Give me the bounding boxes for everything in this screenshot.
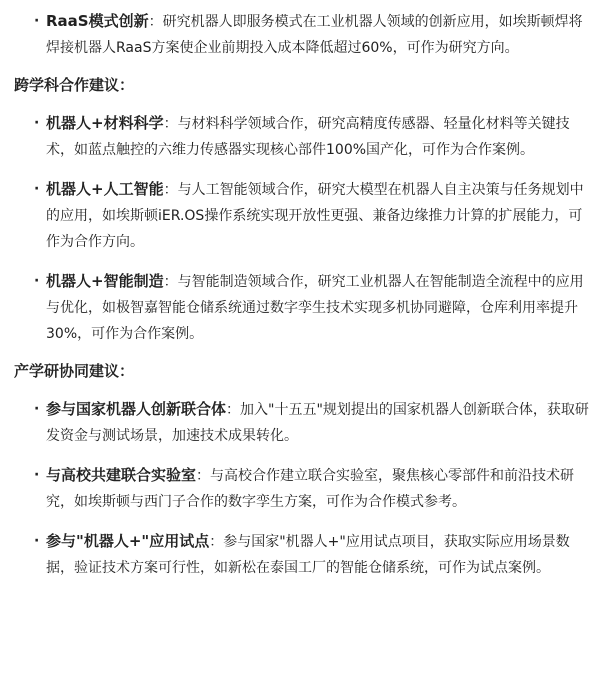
item-term: 与高校共建联合实验室: [46, 466, 197, 484]
list-item-paragraph: [34, 268, 592, 347]
bullet-dot: ·: [34, 467, 40, 483]
item-text: ：与材料科学领域合作，研究高精度传感器、轻量化材料等关键技术，如蓝点触控的六维力传感器实现核心部件100%国产化，可作为合作案例。: [46, 116, 570, 158]
item-text: ：研究机器人即服务模式在工业机器人领域的创新应用，如埃斯顿焊将焊接机器人RaaS方案使企业前期投入成本降低超过60%，可作为研究方向。: [46, 14, 583, 56]
item-term: 机器人+智能制造: [46, 272, 164, 290]
section-title-industry-academia: 产学研协同建议：: [14, 362, 135, 380]
item-term: 参与"机器人+"应用试点: [46, 532, 210, 550]
list-item-materials: [14, 110, 600, 163]
section-title-interdisciplinary: 跨学科合作建议：: [14, 76, 135, 94]
list-item-joint-lab: [14, 462, 600, 515]
item-term: 机器人+材料科学: [46, 114, 164, 132]
bullet-dot: ·: [34, 401, 40, 417]
bullet-dot: ·: [34, 181, 40, 197]
list-item-paragraph: [34, 110, 592, 163]
item-text: ：与智能制造领域合作，研究工业机器人在智能制造全流程中的应用与优化，如极智嘉智能仓储系统通过数字孪生技术实现多机协同避障，仓库利用率提升30%，可作为合作案例。: [46, 274, 584, 342]
bullet-dot: ·: [34, 115, 40, 131]
list-item-ai: [14, 176, 600, 255]
list-item-raas: [14, 8, 600, 61]
list-item-paragraph: [34, 528, 592, 581]
bullet-dot: ·: [34, 273, 40, 289]
item-text: ：加入"十五五"规划提出的国家机器人创新联合体，获取研发资金与测试场景，加速技术成果转化。: [46, 402, 589, 444]
item-text: ：参与国家"机器人+"应用试点项目，获取实际应用场景数据，验证技术方案可行性，如新松在泰国工厂的智能仓储系统，可作为试点案例。: [46, 534, 570, 576]
list-item-paragraph: [34, 396, 592, 449]
item-text: ：与高校合作建立联合实验室，聚焦核心零部件和前沿技术研究，如埃斯顿与西门子合作的数字孪生方案，可作为合作模式参考。: [46, 468, 575, 510]
list-item-innovation-consortium: [14, 396, 600, 449]
list-item-pilot: [14, 528, 600, 581]
item-term: 参与国家机器人创新联合体: [46, 400, 227, 418]
list-item-paragraph: [34, 462, 592, 515]
list-item-paragraph: [34, 176, 592, 255]
list-item-smart-manufacturing: [14, 268, 600, 347]
bullet-dot: ·: [34, 13, 40, 29]
bullet-dot: ·: [34, 533, 40, 549]
item-term: 机器人+人工智能: [46, 180, 164, 198]
item-text: ：与人工智能领域合作，研究大模型在机器人自主决策与任务规划中的应用，如埃斯顿iER.OS操作系统实现开放性更强、兼备边缘推力计算的扩展能力，可作为合作方向。: [46, 182, 584, 250]
list-item-paragraph: [34, 8, 592, 61]
item-term: RaaS模式创新: [46, 12, 149, 30]
